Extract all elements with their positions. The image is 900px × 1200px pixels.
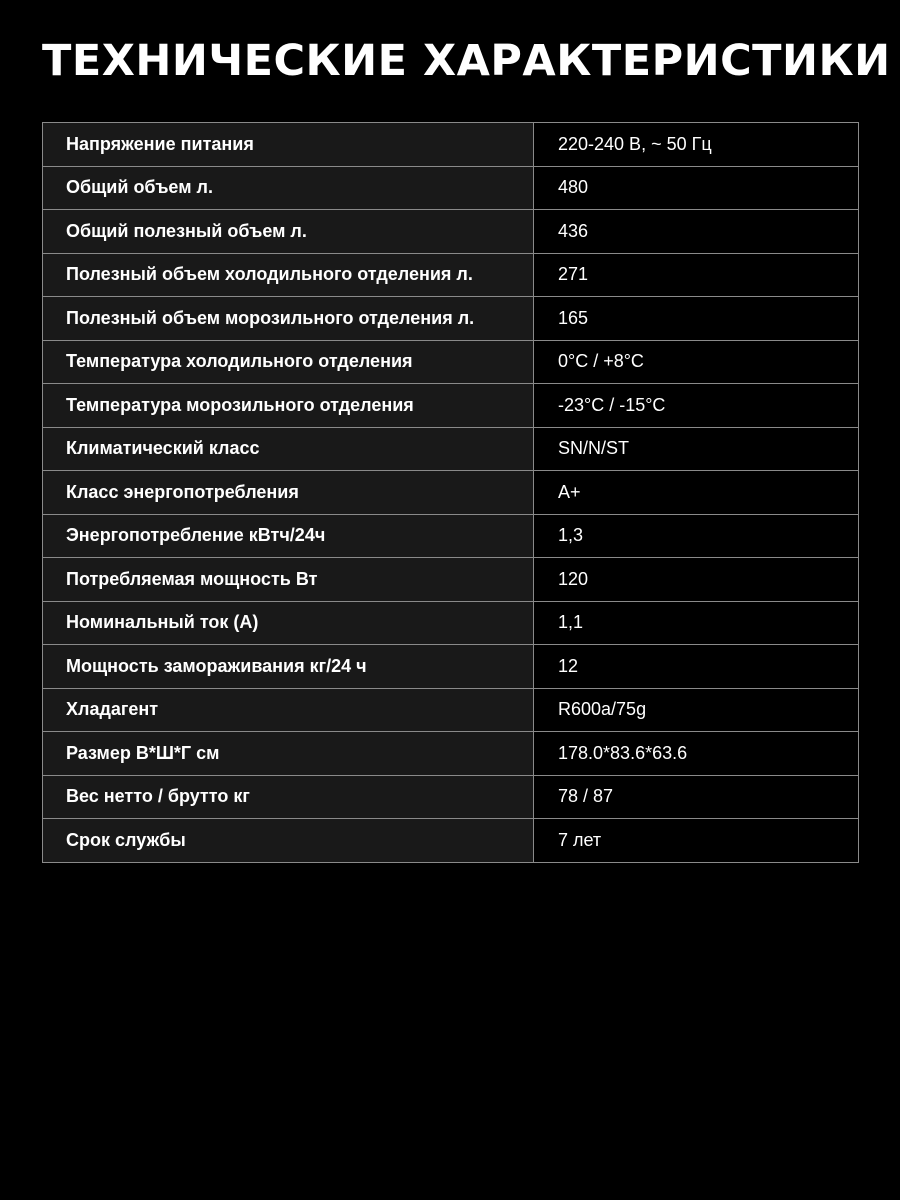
spec-value: 78 / 87	[534, 775, 859, 819]
spec-label: Класс энергопотребления	[43, 471, 534, 515]
spec-label: Общий полезный объем л.	[43, 210, 534, 254]
table-row	[43, 471, 859, 515]
spec-label: Срок службы	[43, 819, 534, 863]
spec-label: Полезный объем морозильного отделения л.	[43, 297, 534, 341]
table-row	[43, 384, 859, 428]
spec-value: 7 лет	[534, 819, 859, 863]
spec-value: 436	[534, 210, 859, 254]
spec-label: Вес нетто / брутто кг	[43, 775, 534, 819]
spec-label: Потребляемая мощность Вт	[43, 558, 534, 602]
spec-value: 120	[534, 558, 859, 602]
spec-value: 271	[534, 253, 859, 297]
spec-label: Хладагент	[43, 688, 534, 732]
spec-value: 165	[534, 297, 859, 341]
page-title: ТЕХНИЧЕСКИЕ ХАРАКТЕРИСТИКИ	[42, 36, 891, 86]
table-row	[43, 645, 859, 689]
spec-value: R600a/75g	[534, 688, 859, 732]
spec-label: Размер В*Ш*Г см	[43, 732, 534, 776]
table-row	[43, 688, 859, 732]
spec-table	[42, 122, 859, 863]
table-row	[43, 210, 859, 254]
table-row	[43, 514, 859, 558]
spec-label: Номинальный ток (А)	[43, 601, 534, 645]
spec-value: 1,1	[534, 601, 859, 645]
table-row	[43, 340, 859, 384]
spec-label: Энергопотребление кВтч/24ч	[43, 514, 534, 558]
table-row	[43, 732, 859, 776]
table-row	[43, 166, 859, 210]
spec-label: Температура морозильного отделения	[43, 384, 534, 428]
table-row	[43, 123, 859, 167]
table-row	[43, 558, 859, 602]
spec-value: 178.0*83.6*63.6	[534, 732, 859, 776]
table-row	[43, 297, 859, 341]
table-row	[43, 427, 859, 471]
spec-value: 12	[534, 645, 859, 689]
spec-label: Общий объем л.	[43, 166, 534, 210]
table-row	[43, 253, 859, 297]
spec-value: SN/N/ST	[534, 427, 859, 471]
table-row	[43, 819, 859, 863]
spec-label: Мощность замораживания кг/24 ч	[43, 645, 534, 689]
spec-value: -23°C / -15°C	[534, 384, 859, 428]
spec-label: Полезный объем холодильного отделения л.	[43, 253, 534, 297]
spec-value: 480	[534, 166, 859, 210]
spec-value: 220-240 В, ~ 50 Гц	[534, 123, 859, 167]
spec-value: A+	[534, 471, 859, 515]
spec-value: 1,3	[534, 514, 859, 558]
spec-value: 0°C / +8°C	[534, 340, 859, 384]
table-row	[43, 775, 859, 819]
table-row	[43, 601, 859, 645]
spec-label: Напряжение питания	[43, 123, 534, 167]
spec-label: Температура холодильного отделения	[43, 340, 534, 384]
spec-label: Климатический класс	[43, 427, 534, 471]
